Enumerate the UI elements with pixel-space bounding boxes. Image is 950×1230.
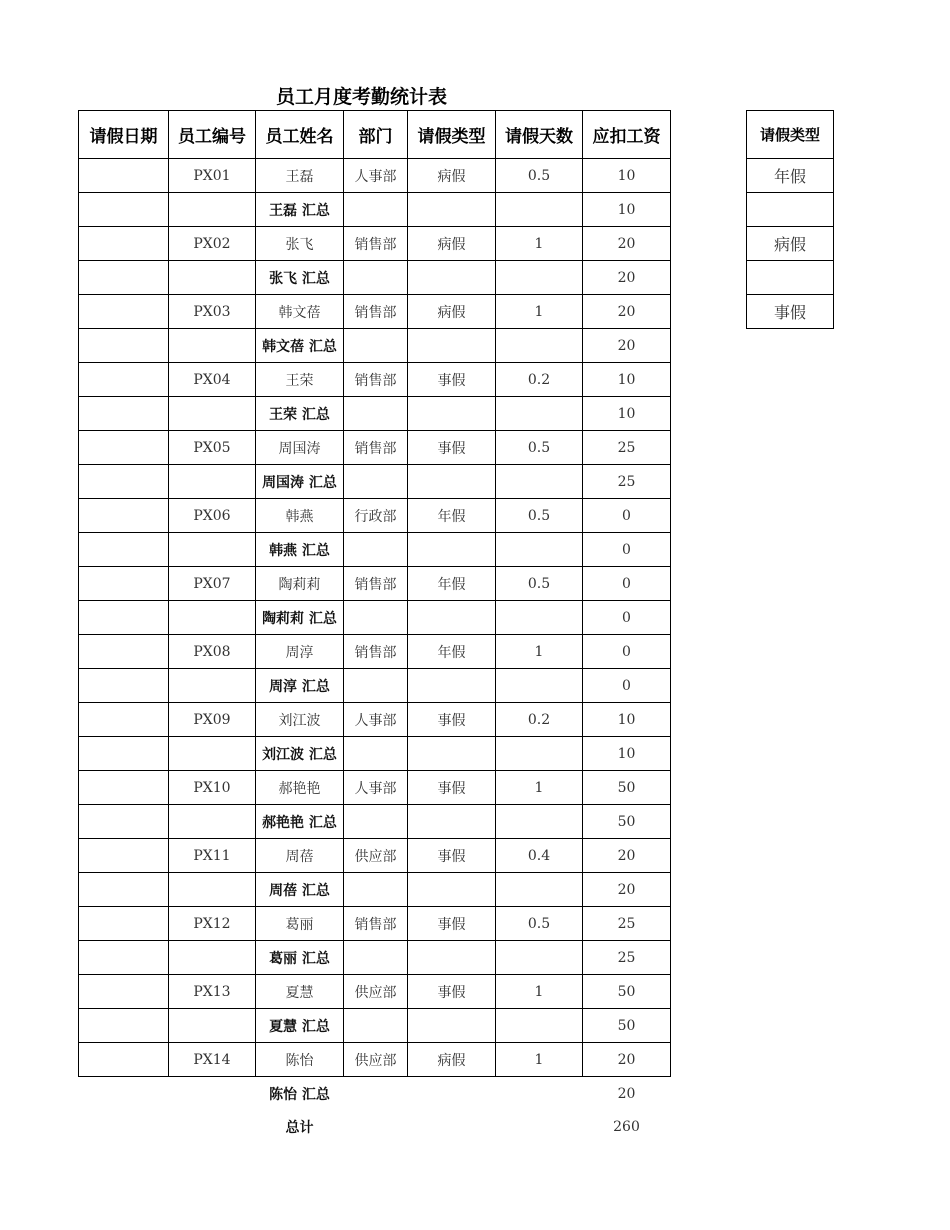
cell-leave-days[interactable] [496,1077,583,1111]
cell-deduction[interactable]: 20 [583,295,671,329]
cell-employee-name[interactable]: 郝艳艳 [256,771,344,805]
subtotal-row [79,533,671,567]
cell-employee-id[interactable] [169,465,256,499]
cell-subtotal-label[interactable]: 周蓓 汇总 [256,873,344,907]
side-row [747,193,834,227]
cell-date[interactable] [79,465,169,499]
cell-date[interactable] [79,1009,169,1043]
cell-date[interactable] [79,567,169,601]
cell-leave-type[interactable] [408,533,496,567]
cell-leave-days[interactable]: 0.5 [496,567,583,601]
cell-leave-type[interactable]: 年假 [408,635,496,669]
cell-employee-id[interactable]: PX01 [169,159,256,193]
side-row [747,159,834,193]
cell-date[interactable] [79,397,169,431]
cell-date[interactable] [79,261,169,295]
cell-leave-type[interactable] [408,1009,496,1043]
cell-department[interactable]: 销售部 [344,567,408,601]
cell-leave-type[interactable]: 年假 [408,567,496,601]
cell-department[interactable]: 销售部 [344,295,408,329]
cell-subtotal-label[interactable]: 周淳 汇总 [256,669,344,703]
cell-subtotal-deduction[interactable]: 20 [583,329,671,363]
cell-employee-id[interactable]: PX12 [169,907,256,941]
cell-leave-type[interactable]: 病假 [408,295,496,329]
side-header-row [747,111,834,159]
header-deduction[interactable]: 应扣工资 [583,111,671,159]
cell-leave-days[interactable]: 1 [496,227,583,261]
cell-date[interactable] [79,975,169,1009]
side-row [747,295,834,329]
cell-deduction[interactable]: 10 [583,703,671,737]
cell-subtotal-deduction[interactable]: 20 [583,1077,671,1111]
cell-department[interactable] [344,737,408,771]
cell-leave-type[interactable] [408,1077,496,1111]
cell-leave-days[interactable] [496,329,583,363]
cell-date[interactable] [79,771,169,805]
cell-department[interactable] [344,1110,408,1143]
cell-leave-days[interactable] [496,533,583,567]
cell-employee-id[interactable]: PX05 [169,431,256,465]
cell-leave-type[interactable]: 事假 [408,975,496,1009]
subtotal-row [79,465,671,499]
cell-department[interactable]: 销售部 [344,363,408,397]
cell-leave-days[interactable] [496,1009,583,1043]
cell-date[interactable] [79,329,169,363]
cell-leave-days[interactable] [496,397,583,431]
cell-employee-id[interactable] [169,873,256,907]
cell-deduction[interactable]: 10 [583,363,671,397]
side-body [747,159,834,329]
cell-deduction[interactable]: 25 [583,431,671,465]
cell-subtotal-label[interactable]: 周国涛 汇总 [256,465,344,499]
cell-department[interactable]: 行政部 [344,499,408,533]
cell-subtotal-label[interactable]: 韩文蓓 汇总 [256,329,344,363]
cell-leave-type[interactable]: 年假 [408,499,496,533]
cell-department[interactable]: 人事部 [344,703,408,737]
subtotal-row [79,941,671,975]
cell-leave-days[interactable] [496,261,583,295]
cell-leave-type[interactable] [408,397,496,431]
attendance-table [78,110,671,1143]
cell-employee-id[interactable]: PX13 [169,975,256,1009]
cell-leave-days[interactable] [496,1110,583,1143]
cell-date[interactable] [79,635,169,669]
table-row [79,839,671,873]
table-row [79,975,671,1009]
side-cell-leave-type[interactable]: 年假 [747,159,834,193]
cell-leave-type[interactable] [408,941,496,975]
cell-leave-days[interactable]: 1 [496,975,583,1009]
cell-subtotal-label[interactable]: 刘江波 汇总 [256,737,344,771]
cell-leave-type[interactable]: 事假 [408,431,496,465]
side-cell-leave-type[interactable] [747,193,834,227]
cell-department[interactable] [344,805,408,839]
cell-department[interactable] [344,533,408,567]
cell-subtotal-label[interactable]: 王荣 汇总 [256,397,344,431]
subtotal-row [79,1077,671,1111]
cell-employee-id[interactable] [169,1110,256,1143]
cell-department[interactable]: 销售部 [344,431,408,465]
cell-employee-id[interactable]: PX11 [169,839,256,873]
table-row [79,227,671,261]
cell-department[interactable] [344,601,408,635]
cell-subtotal-label[interactable]: 葛丽 汇总 [256,941,344,975]
cell-department[interactable]: 供应部 [344,839,408,873]
cell-department[interactable] [344,397,408,431]
cell-deduction[interactable]: 20 [583,839,671,873]
cell-subtotal-deduction[interactable]: 50 [583,1009,671,1043]
side-cell-leave-type[interactable]: 病假 [747,227,834,261]
cell-employee-name[interactable]: 周蓓 [256,839,344,873]
cell-leave-type[interactable] [408,1110,496,1143]
subtotal-row [79,329,671,363]
cell-leave-type[interactable] [408,805,496,839]
cell-employee-id[interactable]: PX03 [169,295,256,329]
cell-subtotal-label[interactable]: 张飞 汇总 [256,261,344,295]
cell-date[interactable] [79,839,169,873]
cell-employee-id[interactable] [169,1077,256,1111]
cell-leave-days[interactable] [496,465,583,499]
cell-employee-id[interactable] [169,601,256,635]
cell-employee-name[interactable]: 王磊 [256,159,344,193]
cell-subtotal-label[interactable]: 陶莉莉 汇总 [256,601,344,635]
cell-date[interactable] [79,533,169,567]
side-header-leave-type[interactable]: 请假类型 [747,111,834,159]
subtotal-row [79,261,671,295]
cell-subtotal-deduction[interactable]: 25 [583,465,671,499]
cell-date[interactable] [79,159,169,193]
cell-leave-type[interactable] [408,669,496,703]
cell-leave-type[interactable]: 病假 [408,159,496,193]
header-leave-date[interactable]: 请假日期 [79,111,169,159]
cell-leave-days[interactable]: 0.2 [496,363,583,397]
cell-deduction[interactable]: 0 [583,567,671,601]
cell-employee-name[interactable]: 周国涛 [256,431,344,465]
cell-department[interactable] [344,941,408,975]
cell-deduction[interactable]: 20 [583,227,671,261]
header-department[interactable]: 部门 [344,111,408,159]
grand-total-row [79,1110,671,1143]
cell-leave-type[interactable] [408,329,496,363]
sheet-title: 员工月度考勤统计表 [276,86,448,108]
cell-subtotal-label[interactable]: 韩燕 汇总 [256,533,344,567]
cell-department[interactable]: 销售部 [344,907,408,941]
cell-leave-days[interactable] [496,941,583,975]
cell-date[interactable] [79,1077,169,1111]
cell-leave-days[interactable] [496,737,583,771]
header-employee-name[interactable]: 员工姓名 [256,111,344,159]
cell-employee-id[interactable]: PX09 [169,703,256,737]
cell-subtotal-label[interactable]: 夏慧 汇总 [256,1009,344,1043]
cell-employee-name[interactable]: 夏慧 [256,975,344,1009]
cell-department[interactable]: 供应部 [344,1043,408,1077]
cell-date[interactable] [79,431,169,465]
table-row [79,907,671,941]
cell-deduction[interactable]: 0 [583,635,671,669]
cell-date[interactable] [79,703,169,737]
cell-date[interactable] [79,193,169,227]
cell-leave-days[interactable]: 0.5 [496,499,583,533]
cell-employee-id[interactable] [169,329,256,363]
cell-employee-name[interactable]: 刘江波 [256,703,344,737]
cell-department[interactable]: 销售部 [344,635,408,669]
cell-deduction[interactable]: 50 [583,771,671,805]
cell-employee-name[interactable]: 葛丽 [256,907,344,941]
cell-subtotal-deduction[interactable]: 10 [583,397,671,431]
cell-employee-id[interactable] [169,533,256,567]
cell-deduction[interactable]: 25 [583,907,671,941]
cell-department[interactable] [344,669,408,703]
cell-employee-id[interactable]: PX14 [169,1043,256,1077]
leave-type-list [746,110,834,329]
cell-subtotal-label[interactable]: 王磊 汇总 [256,193,344,227]
cell-employee-id[interactable] [169,397,256,431]
cell-deduction[interactable]: 50 [583,975,671,1009]
cell-leave-days[interactable] [496,669,583,703]
cell-total-label[interactable]: 总计 [285,1119,314,1136]
subtotal-row [79,193,671,227]
cell-employee-name[interactable]: 王荣 [256,363,344,397]
cell-employee-id[interactable]: PX08 [169,635,256,669]
cell-leave-type[interactable]: 事假 [408,839,496,873]
cell-department[interactable] [344,465,408,499]
table-row [79,159,671,193]
cell-employee-id[interactable] [169,805,256,839]
cell-employee-name[interactable]: 陈怡 [256,1043,344,1077]
header-leave-days[interactable]: 请假天数 [496,111,583,159]
cell-employee-id[interactable]: PX07 [169,567,256,601]
cell-employee-id[interactable] [169,737,256,771]
cell-subtotal-deduction[interactable]: 20 [583,873,671,907]
cell-subtotal-label[interactable]: 郝艳艳 汇总 [256,805,344,839]
cell-total-deduction[interactable]: 260 [613,1118,640,1135]
cell-date[interactable] [79,499,169,533]
cell-subtotal-deduction[interactable]: 20 [583,261,671,295]
cell-employee-id[interactable]: PX06 [169,499,256,533]
cell-date[interactable] [79,1043,169,1077]
subtotal-row [79,397,671,431]
cell-leave-days[interactable]: 0.5 [496,431,583,465]
cell-date[interactable] [79,669,169,703]
cell-leave-type[interactable]: 事假 [408,771,496,805]
cell-leave-type[interactable] [408,737,496,771]
table-row [79,363,671,397]
cell-employee-id[interactable] [169,1009,256,1043]
subtotal-row [79,669,671,703]
table-row [79,1043,671,1077]
cell-department[interactable] [344,1077,408,1111]
cell-department[interactable]: 人事部 [344,771,408,805]
cell-subtotal-deduction[interactable]: 10 [583,737,671,771]
cell-employee-name[interactable]: 周淳 [256,635,344,669]
cell-subtotal-deduction[interactable]: 0 [583,669,671,703]
cell-leave-type[interactable] [408,873,496,907]
cell-leave-days[interactable]: 0.5 [496,907,583,941]
cell-leave-days[interactable] [496,873,583,907]
cell-date[interactable] [79,601,169,635]
cell-date[interactable] [79,873,169,907]
table-row [79,771,671,805]
cell-department[interactable] [344,193,408,227]
cell-date[interactable] [79,295,169,329]
cell-subtotal-deduction[interactable]: 0 [583,601,671,635]
cell-leave-days[interactable]: 1 [496,295,583,329]
side-row [747,227,834,261]
cell-employee-id[interactable] [169,669,256,703]
cell-date[interactable] [79,363,169,397]
cell-employee-id[interactable] [169,261,256,295]
cell-subtotal-deduction[interactable]: 10 [583,193,671,227]
cell-leave-days[interactable]: 0.4 [496,839,583,873]
cell-deduction[interactable]: 20 [583,1043,671,1077]
cell-department[interactable]: 销售部 [344,227,408,261]
cell-leave-type[interactable] [408,261,496,295]
cell-department[interactable] [344,329,408,363]
cell-employee-id[interactable]: PX02 [169,227,256,261]
cell-leave-type[interactable] [408,193,496,227]
cell-subtotal-deduction[interactable]: 0 [583,533,671,567]
cell-deduction[interactable]: 10 [583,159,671,193]
cell-subtotal-deduction[interactable]: 50 [583,805,671,839]
table-row [79,635,671,669]
cell-leave-days[interactable] [496,193,583,227]
cell-department[interactable] [344,261,408,295]
cell-date[interactable] [79,1110,169,1143]
header-leave-type[interactable]: 请假类型 [408,111,496,159]
cell-department[interactable] [344,1009,408,1043]
cell-leave-days[interactable]: 1 [496,635,583,669]
cell-department[interactable] [344,873,408,907]
cell-employee-id[interactable]: PX04 [169,363,256,397]
subtotal-row [79,737,671,771]
side-row [747,261,834,295]
cell-employee-name[interactable]: 韩燕 [256,499,344,533]
cell-leave-type[interactable] [408,601,496,635]
side-cell-leave-type[interactable] [747,261,834,295]
cell-leave-type[interactable]: 病假 [408,1043,496,1077]
cell-leave-type[interactable]: 事假 [408,703,496,737]
cell-leave-days[interactable]: 1 [496,1043,583,1077]
table-row [79,499,671,533]
cell-employee-name[interactable]: 张飞 [256,227,344,261]
header-employee-id[interactable]: 员工编号 [169,111,256,159]
cell-date[interactable] [79,227,169,261]
subtotal-row [79,601,671,635]
cell-leave-days[interactable] [496,805,583,839]
cell-leave-type[interactable]: 事假 [408,363,496,397]
cell-leave-type[interactable] [408,465,496,499]
cell-leave-days[interactable] [496,601,583,635]
header-row [79,111,671,159]
cell-employee-id[interactable] [169,941,256,975]
cell-leave-type[interactable]: 病假 [408,227,496,261]
subtotal-row [79,805,671,839]
cell-employee-id[interactable]: PX10 [169,771,256,805]
cell-leave-days[interactable]: 1 [496,771,583,805]
subtotal-row [79,873,671,907]
table-row [79,567,671,601]
cell-subtotal-deduction[interactable]: 25 [583,941,671,975]
cell-date[interactable] [79,805,169,839]
subtotal-row [79,1009,671,1043]
cell-leave-days[interactable]: 0.5 [496,159,583,193]
cell-employee-id[interactable] [169,193,256,227]
cell-deduction[interactable]: 0 [583,499,671,533]
side-cell-leave-type[interactable]: 事假 [747,295,834,329]
cell-date[interactable] [79,737,169,771]
cell-date[interactable] [79,907,169,941]
cell-leave-days[interactable]: 0.2 [496,703,583,737]
table-row [79,295,671,329]
table-row [79,431,671,465]
table-body [79,159,671,1144]
cell-employee-name[interactable]: 陶莉莉 [256,567,344,601]
cell-leave-type[interactable]: 事假 [408,907,496,941]
cell-subtotal-label[interactable]: 陈怡 汇总 [256,1077,344,1111]
cell-department[interactable]: 人事部 [344,159,408,193]
cell-employee-name[interactable]: 韩文蓓 [256,295,344,329]
table-row [79,703,671,737]
cell-date[interactable] [79,941,169,975]
cell-department[interactable]: 供应部 [344,975,408,1009]
